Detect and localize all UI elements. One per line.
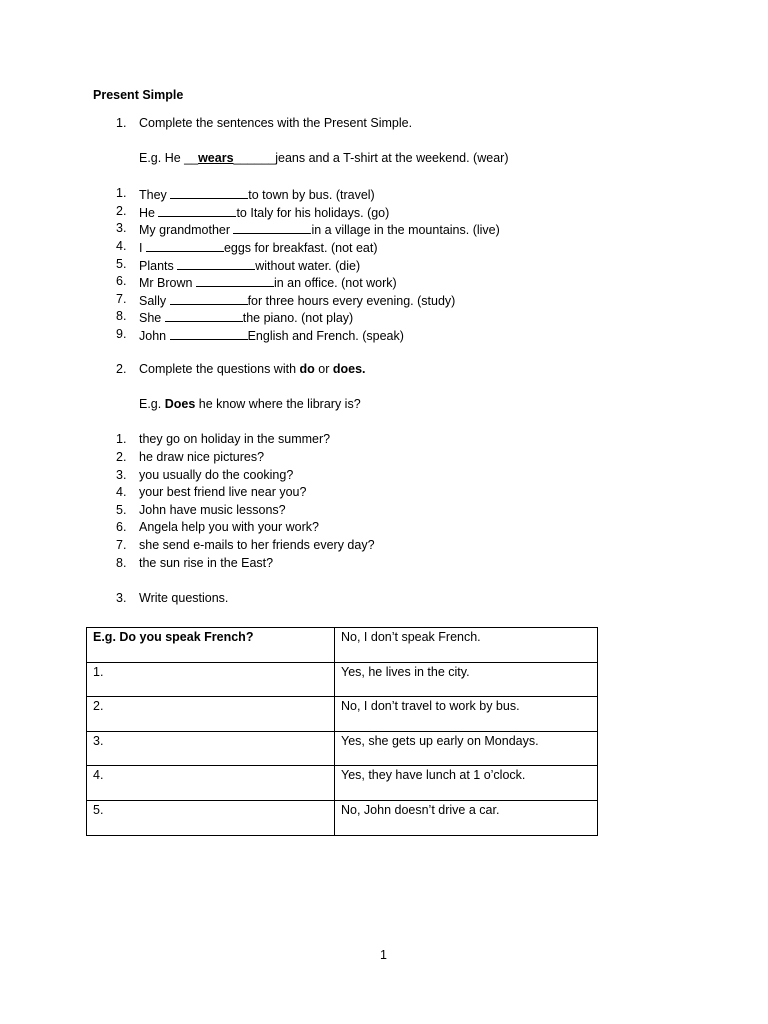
section3-instruction: Write questions. — [139, 591, 229, 605]
section1-heading — [0, 115, 768, 133]
item-text: your best friend live near you? — [139, 485, 307, 499]
item-text: you usually do the cooking? — [139, 468, 294, 482]
list-item — [116, 519, 636, 537]
answer-blank[interactable] — [165, 308, 243, 322]
question-cell[interactable]: 1. — [87, 662, 335, 697]
list-item — [116, 203, 636, 221]
list-item — [116, 220, 636, 238]
example-suffix: jeans and a T-shirt at the weekend. (wear) — [275, 151, 509, 165]
section1-number: 1. — [116, 116, 127, 130]
list-item — [116, 273, 636, 291]
item-number: 4. — [116, 485, 127, 499]
item-text: without water. (die) — [255, 259, 361, 273]
item-text: Angela help you with your work? — [139, 520, 319, 534]
item-number: 1. — [116, 432, 127, 446]
item-number: 8. — [116, 309, 127, 323]
section3-heading — [0, 590, 768, 608]
list-item — [116, 308, 636, 326]
item-text: Sally — [139, 294, 170, 308]
list-item — [116, 484, 636, 502]
item-text: in a village in the mountains. (live) — [311, 223, 500, 237]
example-blank-tail: ______ — [233, 151, 276, 165]
list-item — [116, 238, 636, 256]
example-answer: Does — [164, 397, 196, 411]
question-cell[interactable]: 5. — [87, 800, 335, 835]
table-row — [87, 662, 598, 697]
list-item — [116, 502, 636, 520]
example-blank-lead: __ — [184, 151, 199, 165]
answer-cell: Yes, he lives in the city. — [335, 662, 598, 697]
item-text: they go on holiday in the summer? — [139, 432, 331, 446]
list-item — [116, 537, 636, 555]
instruction-text: or — [314, 362, 333, 376]
item-text: the piano. (not play) — [242, 311, 354, 325]
answer-blank[interactable] — [158, 203, 236, 217]
item-text: He — [139, 206, 159, 220]
item-text: John — [139, 329, 170, 343]
answer-blank[interactable] — [170, 326, 248, 340]
item-number: 8. — [116, 556, 127, 570]
answer-blank[interactable] — [146, 238, 224, 252]
section1-instruction: Complete the sentences with the Present Simple. — [139, 116, 413, 130]
item-text: eggs for breakfast. (not eat) — [223, 241, 378, 255]
list-item — [116, 185, 636, 203]
list-item — [116, 449, 636, 467]
questions-table — [86, 627, 598, 836]
list-item — [116, 555, 636, 573]
section2-example — [139, 396, 361, 414]
answer-cell: Yes, they have lunch at 1 o’clock. — [335, 766, 598, 801]
table-row — [87, 697, 598, 732]
item-number: 4. — [116, 239, 127, 253]
example-prefix: E.g. He — [139, 151, 185, 165]
page-number: 1 — [380, 948, 387, 962]
item-text: English and French. (speak) — [247, 329, 404, 343]
example-answer: wears — [198, 151, 234, 165]
section3-number: 3. — [116, 591, 127, 605]
example-prefix: E.g. — [139, 397, 165, 411]
question-cell[interactable]: 2. — [87, 697, 335, 732]
item-number: 3. — [116, 468, 127, 482]
item-number: 2. — [116, 204, 127, 218]
worksheet-title: Present Simple — [93, 88, 184, 102]
question-cell — [87, 628, 335, 663]
table-row — [87, 766, 598, 801]
answer-cell: No, I don’t speak French. — [335, 628, 598, 663]
item-number: 6. — [116, 274, 127, 288]
answer-blank[interactable] — [177, 256, 255, 270]
item-number: 1. — [116, 186, 127, 200]
item-text: John have music lessons? — [139, 503, 286, 517]
item-text: Plants — [139, 259, 178, 273]
instruction-does: does. — [332, 362, 366, 376]
instruction-do: do — [299, 362, 315, 376]
item-number: 3. — [116, 221, 127, 235]
answer-cell: Yes, she gets up early on Mondays. — [335, 731, 598, 766]
item-text: She — [139, 311, 165, 325]
table-row — [87, 800, 598, 835]
section2-instruction — [139, 361, 366, 379]
item-text: to Italy for his holidays. (go) — [236, 206, 390, 220]
item-text: he draw nice pictures? — [139, 450, 265, 464]
item-number: 2. — [116, 450, 127, 464]
item-text: in an office. (not work) — [273, 276, 397, 290]
section2-number: 2. — [116, 362, 127, 376]
list-item — [116, 467, 636, 485]
item-text: the sun rise in the East? — [139, 556, 274, 570]
item-number: 7. — [116, 538, 127, 552]
item-text: to town by bus. (travel) — [248, 188, 375, 202]
item-text: Mr Brown — [139, 276, 196, 290]
list-item — [116, 326, 636, 344]
instruction-text: Complete the questions with — [139, 362, 300, 376]
item-text: They — [139, 188, 171, 202]
item-text: for three hours every evening. (study) — [247, 294, 456, 308]
example-text: he know where the library is? — [195, 397, 361, 411]
item-number: 6. — [116, 520, 127, 534]
item-text: My grandmother — [139, 223, 234, 237]
list-item — [116, 431, 636, 449]
question-cell[interactable]: 3. — [87, 731, 335, 766]
list-item — [116, 256, 636, 274]
section1-example — [139, 150, 508, 168]
table-row — [87, 628, 598, 663]
example-question: E.g. Do you speak French? — [93, 630, 254, 644]
answer-cell: No, I don’t travel to work by bus. — [335, 697, 598, 732]
section2-heading — [0, 361, 768, 379]
answer-blank[interactable] — [196, 273, 274, 287]
item-text: I — [139, 241, 146, 255]
item-number: 7. — [116, 292, 127, 306]
item-text: she send e-mails to her friends every day? — [139, 538, 375, 552]
question-cell[interactable]: 4. — [87, 766, 335, 801]
answer-cell: No, John doesn’t drive a car. — [335, 800, 598, 835]
item-number: 9. — [116, 327, 127, 341]
list-item — [116, 291, 636, 309]
answer-blank[interactable] — [170, 291, 248, 305]
item-number: 5. — [116, 257, 127, 271]
answer-blank[interactable] — [170, 185, 248, 199]
answer-blank[interactable] — [233, 220, 311, 234]
item-number: 5. — [116, 503, 127, 517]
table-row — [87, 731, 598, 766]
